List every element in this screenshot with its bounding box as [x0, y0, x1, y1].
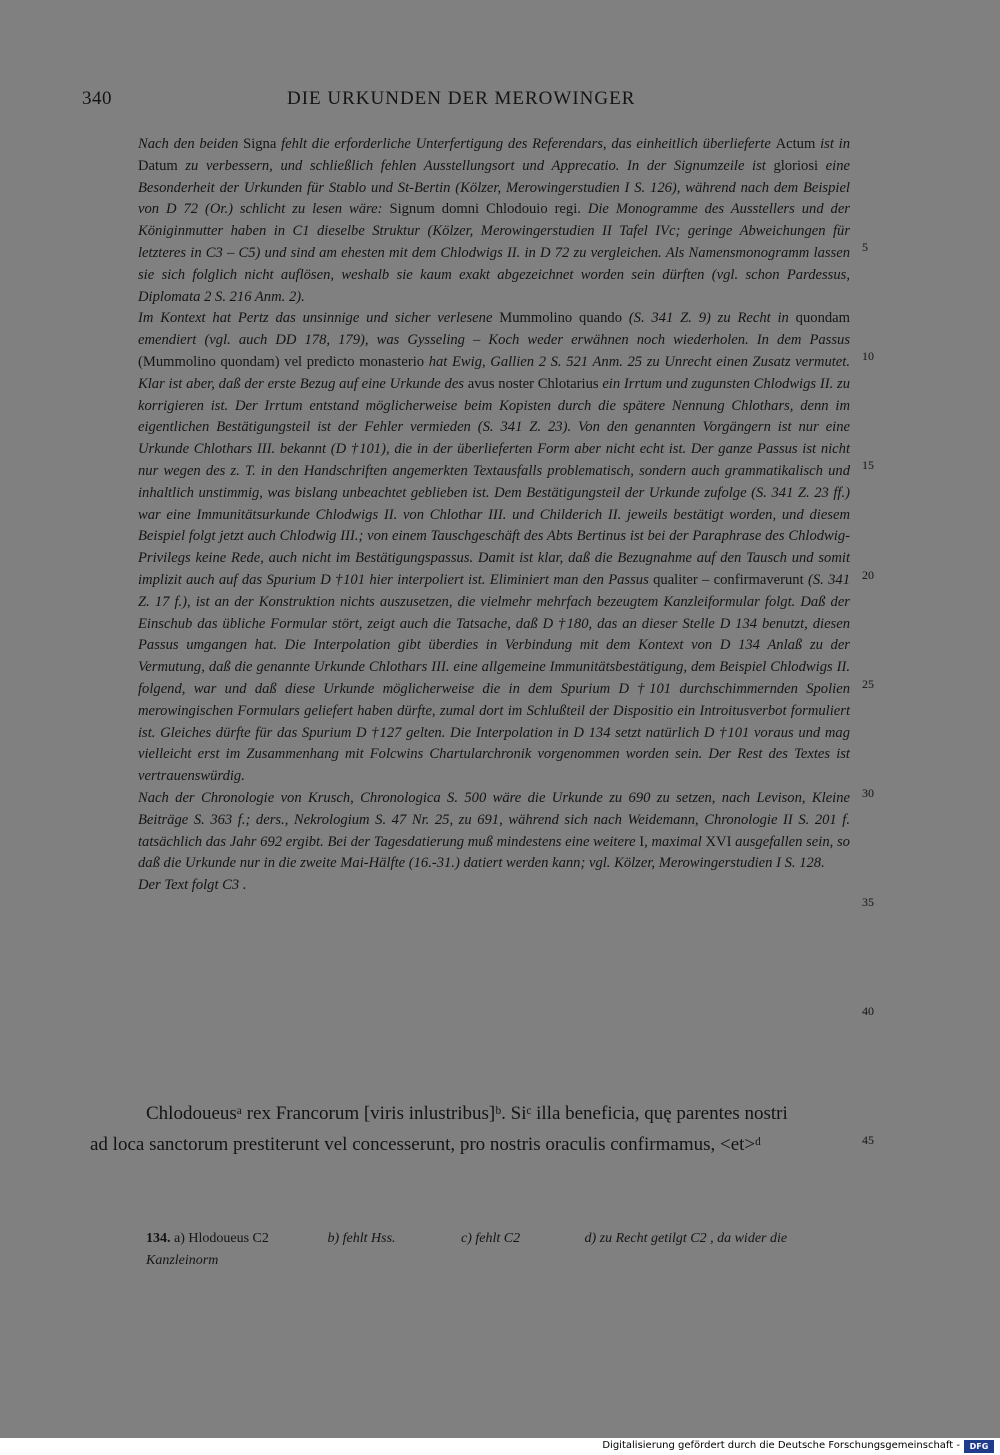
- commentary-text: ein Irrtum und zugunsten Chlodwigs II. zu korrigieren ist. Der Irrtum entstand möglicherweise beim Kopisten durch die spätere Nennung Chlothars, denn im eigentlichen Bestätigungsteil ist der Fehler vermieden (S. 341 Z. 23). Von den genannten Vorgängern ist nur eine Urkunde Chlothars III. bekannt (D †101), die in der überlieferten Form aber nicht echt ist. Der ganze Passus ist nicht nur wegen des z. T. in den Handschriften angemerkten Textausfalls problematisch, sondern auch grammatikalisch und inhaltlich unstimmig, was bislang unbeachtet geblieben ist. Dem Bestätigungsteil der Urkunde zufolge (S. 341 Z. 23 ff.) war eine Immunitätsurkunde Chlodwigs II. von Chlothar III. und Childerich II. jeweils bestätigt worden, und diesem Beispiel folgt jetzt auch Chlodwig III.; von einem Tauschgeschäft des Abts Bertinus ist bei der Paraphrase des Chlodwig-Privilegs keine Rede, auch nicht im Bestätigungspassus. Damit ist klar, daß die Bezugnahme auf den Tausch und somit implizit auch auf das Spurium D †101 hier interpoliert ist. Eliminiert man den Passus: [138, 375, 850, 588]
- quoted-source-text: Datum: [138, 157, 178, 174]
- quoted-source-text: qualiter – confirmaverunt: [653, 571, 804, 588]
- line-number: 10: [862, 349, 874, 363]
- quoted-source-text: Actum: [775, 136, 816, 152]
- commentary-text: Nach den beiden: [138, 136, 244, 152]
- commentary-text: (S. 341 Z. 17 f.), ist an der Konstruktion nichts auszusetzen, die vielmehr mehrfach bezeugtem Kanzleiformular folgt. Daß der Einschub das übliche Formular stört, zeigt auch die Tatsache, daß D †180, das an dieser Stelle D 134 benutzt, diesen Passus umgangen hat. Die Interpolation gibt überdies in Verbindung mit dem Kontext von D 134 Anlaß zu der Vermutung, daß die genannte Urkunde Chlothars III. eine allgemeine Immunitätsbestätigung, dem Beispiel Chlodwigs II. folgend, war und daß diese Urkunde möglicherweise die in dem Spurium D †101 durchschimmernden Spolien merowingischen Formulars geliefert haben dürfte, zumal dort im Schlußteil der Dispositio ein Introitusverbot formuliert ist. Gleiches dürfte für das Spurium D †127 gelten. Die Interpolation in D 134 setzt natürlich D †101 voraus und mag vielleicht erst im Zusammenhang mit Folcwins Chartularchronik vorgenommen worden sein. Der Rest des Textes ist vertrauenswürdig.: [138, 571, 851, 785]
- commentary-text: (S. 341 Z. 9) zu Recht in: [622, 310, 796, 327]
- line-number: 45: [862, 1133, 874, 1147]
- commentary-paragraph: [138, 875, 850, 897]
- commentary-text: Nach der Chronologie von Krusch, Chronologica S. 500 wäre die Urkunde zu 690 zu setzen, nach Levison, Kleine Beiträge S. 363 f.; ders., Nekrologium S. 47 Nr. 25, zu 691, während sich nach Weidemann, Chronologie II S. 201 f. tatsächlich das Jahr 692 ergibt. Bei der Tagesdatierung muß mindestens eine weitere: [138, 789, 850, 850]
- line-number: 20: [862, 568, 874, 582]
- commentary-text: , maximal: [644, 833, 706, 850]
- footnote-b: b) fehlt Hss.: [327, 1231, 396, 1246]
- commentary-text: emendiert (vgl. auch DD 178, 179), was Gysseling – Koch weder erwähnen noch wiederholen. In dem Passus: [138, 332, 850, 349]
- footnote-c: c) fehlt C2: [461, 1231, 521, 1246]
- credit-bar: [0, 1438, 1000, 1455]
- footnote-apparatus: [146, 1228, 856, 1272]
- credit-text: Digitalisierung gefördert durch die Deutsche Forschungsgemeinschaft -: [602, 1440, 960, 1451]
- edition-text: [90, 1098, 850, 1160]
- line-number: 40: [862, 1004, 874, 1018]
- commentary-paragraph: [138, 308, 850, 788]
- quoted-source-text: I: [639, 833, 645, 850]
- commentary-paragraph: [138, 788, 850, 875]
- quoted-source-text: XVI: [705, 833, 732, 850]
- commentary-text: Der Text folgt C3 .: [138, 877, 247, 894]
- quoted-source-text: (Mummolino quondam) vel predicto monasterio: [138, 353, 425, 370]
- commentary-text: eine Besonderheit der Urkunden für Stablo und St-Bertin (Kölzer, Merowingerstudien I S. 126), während nach dem Beispiel von D 72 (Or.) schlicht zu lesen wäre:: [138, 157, 850, 218]
- running-title: DIE URKUNDEN DER MEROWINGER: [287, 88, 636, 109]
- commentary-text: fehlt die erforderliche Unterfertigung des Referendars, das einheitlich überlieferte: [276, 136, 776, 152]
- quoted-source-text: quondam: [795, 310, 850, 327]
- line-number: 25: [862, 677, 874, 691]
- line-number: 5: [862, 240, 868, 254]
- commentary-text: zu verbessern, und schließlich fehlen Ausstellungsort und Apprecatio. In der Signumzeile ist: [177, 157, 774, 174]
- footnote-doc-number: 134.: [146, 1231, 171, 1246]
- page-number: 340: [82, 88, 112, 109]
- commentary-text: ausgefallen sein, so daß die Urkunde nur in die zweite Mai-Hälfte (16.-31.) datiert werden kann; vgl. Kölzer, Merowingerstudien I S. 128.: [138, 833, 850, 872]
- line-number: 30: [862, 786, 874, 800]
- page-header: [0, 88, 1000, 114]
- commentary-paragraph: [138, 134, 850, 308]
- commentary-block: [138, 134, 850, 897]
- quoted-source-text: Signum domni Chlodouio regi.: [389, 201, 581, 218]
- quoted-source-text: gloriosi: [773, 157, 819, 174]
- edition-line-1: Chlodoueusᵃ rex Francorum [viris inlustribus]ᵇ. Siᶜ illa beneficia, quę parentes nostri: [146, 1103, 788, 1124]
- quoted-source-text: Mummolino quando: [499, 310, 622, 327]
- line-number: 15: [862, 458, 874, 472]
- footnote-d: d) zu Recht getilgt C2 , da wider die Kanzleinorm: [146, 1231, 788, 1268]
- commentary-text: Die Monogramme des Ausstellers und der Königinmutter haben in C1 dieselbe Struktur (Kölzer, Merowingerstudien II Tafel IVc; geringe Abweichungen für letzteres in C3 – C5) und sind am ehesten mit dem Chlodwigs II. in D 72 zu vergleichen. Als Namensmonogramm lassen sie sich folglich nicht auflösen, weshalb sie kaum exakt abgezeichnet worden sein dürften (vgl. schon Pardessus, Diplomata 2 S. 216 Anm. 2).: [138, 201, 850, 305]
- quoted-source-text: Signa: [243, 136, 277, 152]
- commentary-text: Im Kontext hat Pertz das unsinnige und sicher verlesene: [138, 310, 500, 327]
- quoted-source-text: avus noster Chlotarius: [467, 375, 599, 392]
- footnote-a: a) Hlodoueus C2: [174, 1231, 269, 1246]
- dfg-logo: DFG: [964, 1440, 994, 1453]
- line-number: 35: [862, 895, 874, 909]
- edition-line-2: ad loca sanctorum prestiterunt vel concesserunt, pro nostris oraculis confirmamus, <et>ᵈ: [90, 1134, 762, 1155]
- commentary-text: hat Ewig, Gallien 2 S. 521 Anm. 25 zu Unrecht einen Zusatz vermutet. Klar ist aber, daß der erste Bezug auf eine Urkunde des: [138, 353, 850, 392]
- commentary-text: ist in: [815, 136, 850, 152]
